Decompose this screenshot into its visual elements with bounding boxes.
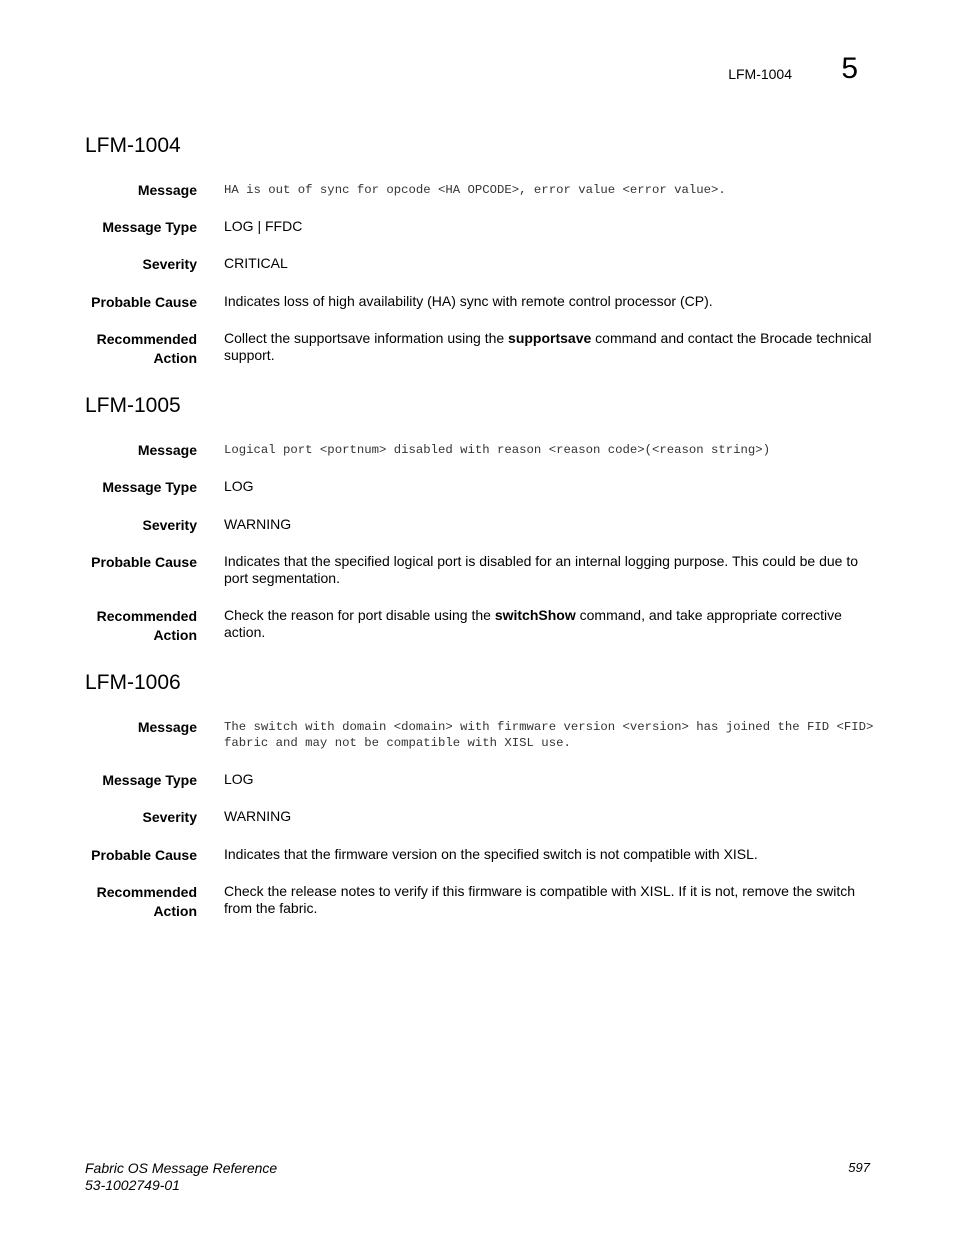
document-title: Fabric OS Message Reference [85,1160,278,1176]
document-number: 53-1002749-01 [85,1177,180,1193]
action-text-start: Check the release notes to verify if this firmware is compatible with XISL. If it is not, remove the switch from the fabric. [224,883,856,916]
probable-cause-text: Indicates that the specified logical port is disabled for an internal logging purpose. This could be due to port segmentation. [224,553,859,586]
severity-label: Severity [142,809,197,825]
section-title: LFM-1004 [85,134,181,157]
message-text: HA is out of sync for opcode <HA OPCODE>, error value <error value>. [224,183,726,197]
severity-label: Severity [142,517,197,533]
message-text: The switch with domain <domain> with firmware version <version> has joined the FID <FID> fabric and may not be compatible with XISL use. [224,720,874,750]
message-text: Logical port <portnum> disabled with reason <reason code>(<reason string>) [224,443,771,457]
page-number: 597 [848,1160,870,1175]
message-type-label: Message Type [102,479,197,495]
chapter-number: 5 [841,52,858,85]
section-title: LFM-1006 [85,671,181,694]
probable-cause-text: Indicates loss of high availability (HA) sync with remote control processor (CP). [224,293,713,309]
message-type-value: LOG [224,771,254,787]
probable-cause-label: Probable Cause [91,554,197,570]
command-name: switchShow [494,607,576,623]
recommended-action-label: Recommended Action [96,331,197,366]
page-footer-left [85,1160,277,1194]
probable-cause-text: Indicates that the firmware version on the specified switch is not compatible with XISL. [224,846,758,862]
recommended-action-label: Recommended Action [96,608,197,643]
message-label: Message [137,719,197,735]
probable-cause-label: Probable Cause [91,294,197,310]
section-title: LFM-1005 [85,394,181,417]
message-type-label: Message Type [102,219,197,235]
header-message-id: LFM-1004 [728,66,792,82]
action-text-start: Collect the supportsave information using the [224,330,509,346]
message-label: Message [137,182,197,198]
message-type-value: LOG | FFDC [224,218,303,234]
command-name: supportsave [508,330,592,346]
action-text-end: command, and take appropriate corrective action. [224,607,842,640]
message-label: Message [137,442,197,458]
message-type-value: LOG [224,478,254,494]
recommended-action-text [224,883,874,917]
severity-value: CRITICAL [224,255,288,271]
recommended-action-label: Recommended Action [96,884,197,919]
action-text-end: command and contact the Brocade technical support. [224,330,872,363]
severity-value: WARNING [224,516,292,532]
severity-label: Severity [142,256,197,272]
recommended-action-text [224,330,874,364]
message-type-label: Message Type [102,772,197,788]
severity-value: WARNING [224,808,292,824]
probable-cause-label: Probable Cause [91,847,197,863]
recommended-action-text [224,607,874,641]
action-text-start: Check the reason for port disable using the [224,607,495,623]
